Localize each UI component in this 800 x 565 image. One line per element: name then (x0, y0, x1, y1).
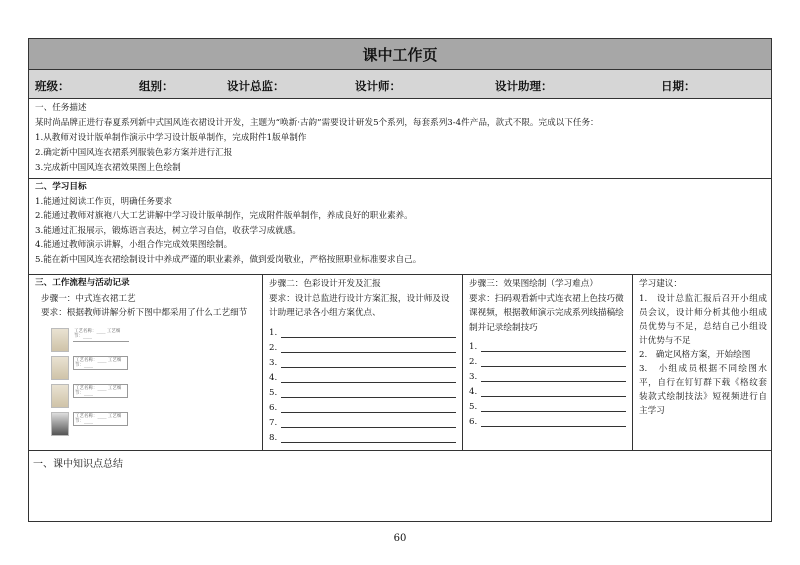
craft-note: 工艺名称：____ 工艺细节：____ (73, 384, 128, 398)
advice-title: 学习建议： (639, 279, 682, 289)
task-section (29, 99, 771, 179)
answer-line[interactable]: 2. (469, 352, 626, 367)
task-item: 1.从教师对设计版单制作演示中学习设计版单制作，完成附件1版单制作 (35, 133, 307, 143)
answer-line[interactable]: 7. (269, 413, 456, 428)
class-label: 班级： (35, 79, 70, 93)
goal-item: 5.能在新中国风连衣裙绘制设计中养成严谨的职业素养，做到爱岗敬业，严格按照职业标准要求自己。 (35, 254, 422, 265)
craft-image-row (51, 412, 256, 438)
answer-line[interactable]: 5. (269, 383, 456, 398)
task-item: 3.完成新中国风连衣裙效果图上色绘制 (35, 163, 181, 173)
step3-blanks (469, 337, 626, 427)
dress-photo (51, 412, 69, 436)
answer-line[interactable]: 1. (269, 323, 456, 338)
goals-section (29, 179, 771, 275)
advice-item: 3. 小组成员根据不同绘图水平，自行在钉钉群下载《格纹套装款式绘制技法》短视频进行自主学习 (639, 363, 767, 416)
goals-heading: 二、学习目标 (35, 182, 87, 192)
craft-note: 工艺名称：____ 工艺细节：____ (73, 356, 128, 370)
answer-line[interactable]: 5. (469, 397, 626, 412)
answer-line[interactable]: 4. (469, 382, 626, 397)
step2-title: 步骤二：色彩设计开发及汇报 (269, 279, 381, 289)
date-label: 日期： (661, 79, 696, 93)
step1-column (29, 275, 263, 450)
craft-image-row (51, 356, 256, 382)
workflow-heading: 三、工作流程与活动记录 (35, 278, 130, 288)
page-number: 60 (393, 533, 407, 544)
info-row (29, 70, 771, 99)
advice-item: 2. 确定风格方案，开始绘图 (639, 349, 751, 360)
answer-line[interactable]: 6. (269, 398, 456, 413)
answer-line[interactable]: 2. (269, 338, 456, 353)
advice-column (633, 275, 773, 450)
step2-blanks (269, 323, 456, 443)
goal-item: 3.能通过汇报展示，锻炼语言表达，树立学习自信，收获学习成就感。 (35, 225, 302, 236)
goal-item: 2.能通过教师对旗袍八大工艺讲解中学习设计版单制作，完成附件版单制作，养成良好的职业素养。 (35, 211, 413, 221)
page-title: 课中工作页 (29, 39, 771, 70)
answer-line[interactable]: 8. (269, 428, 456, 443)
dress-photo (51, 356, 69, 380)
task-heading: 一、任务描述 (35, 103, 87, 113)
craft-images (51, 328, 256, 438)
answer-line[interactable]: 1. (469, 337, 626, 352)
step3-requirement: 要求：扫码观看新中式连衣裙上色技巧微课视频，根据教师演示完成系列线描稿绘制并记录绘制技巧 (469, 293, 624, 333)
dress-photo (51, 328, 69, 352)
step3-title: 步骤三：效果图绘制（学习难点） (469, 279, 598, 289)
craft-note: 工艺名称：____ 工艺细节：____ (73, 328, 129, 342)
designer-label: 设计师： (355, 79, 401, 93)
step3-column (463, 275, 633, 450)
group-label: 组别： (139, 79, 174, 93)
dress-photo (51, 384, 69, 408)
step2-requirement: 要求：设计总监进行设计方案汇报，设计师及设计助理记录各小组方案优点、 (269, 293, 450, 318)
task-intro: 某时尚品牌正进行春夏系列新中式国风连衣裙设计开发，主题为“唤新·古韵”需要设计研发5个系列，每套系列3-4件产品，款式不限。完成以下任务： (35, 118, 599, 128)
summary-heading: 一、课中知识点总结 (33, 459, 123, 470)
answer-line[interactable]: 6. (469, 412, 626, 427)
goal-item: 4.能通过教师演示讲解，小组合作完成效果图绘制。 (35, 240, 233, 250)
step1-requirement: 要求：根据教师讲解分析下图中都采用了什么工艺细节 (41, 307, 248, 318)
summary-section (29, 451, 771, 474)
answer-line[interactable]: 4. (269, 368, 456, 383)
answer-line[interactable]: 3. (469, 367, 626, 382)
answer-line[interactable]: 3. (269, 353, 456, 368)
worksheet (28, 38, 772, 522)
craft-image-row (51, 384, 256, 410)
task-item: 2.确定新中国风连衣裙系列服装色彩方案并进行汇报 (35, 148, 233, 158)
craft-note: 工艺名称：____ 工艺细节：____ (73, 412, 128, 426)
step1-title: 步骤一：中式连衣裙工艺 (41, 294, 136, 304)
step2-column (263, 275, 463, 450)
craft-image-row (51, 328, 256, 354)
director-label: 设计总监： (227, 79, 285, 93)
advice-item: 1. 设计总监汇报后召开小组成员会议，设计师分析其他小组成员优势与不足，总结自己小组设计优势与不足 (639, 293, 767, 346)
workflow-section (29, 275, 771, 451)
goal-item: 1.能通过阅读工作页，明确任务要求 (35, 196, 173, 207)
assistant-label: 设计助理： (495, 79, 553, 93)
